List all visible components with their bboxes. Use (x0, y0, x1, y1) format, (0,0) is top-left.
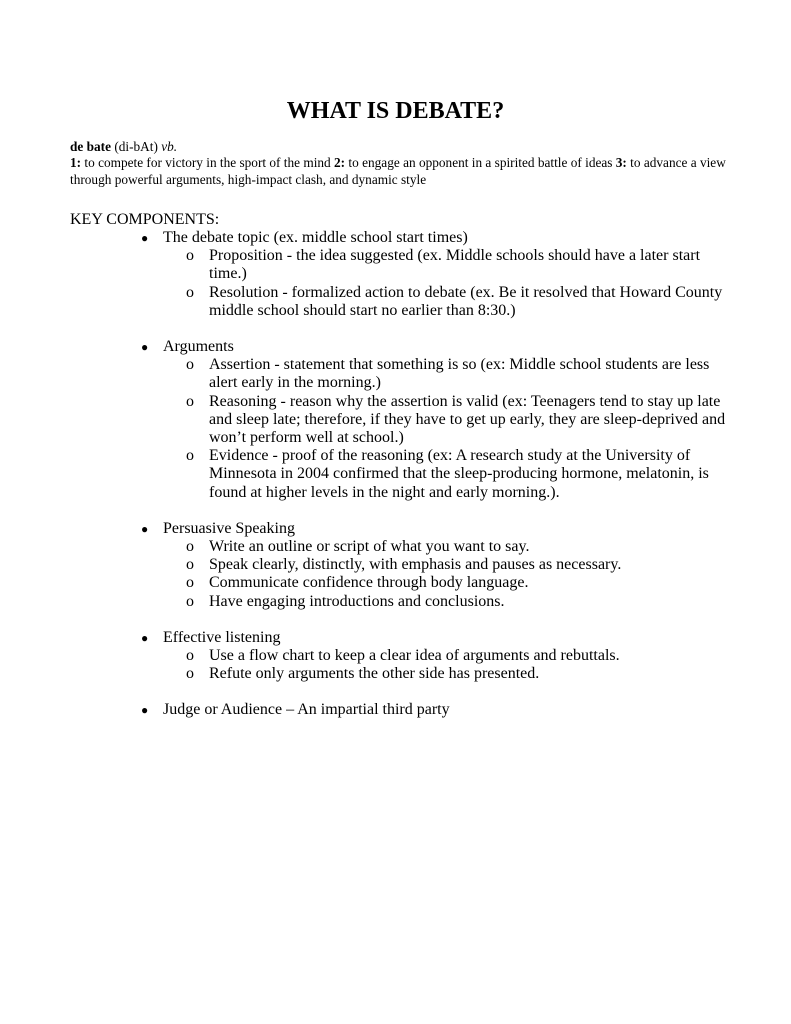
sub-list (163, 647, 730, 683)
component-item (70, 229, 730, 320)
sub-item-text: Evidence - proof of the reasoning (ex: A research study at the University of Minnesota in 2004 confirmed that the sleep-producing hormone, melatonin, is found at higher levels in the night and early morning.). (209, 447, 709, 501)
circle-bullet-icon: o (186, 247, 194, 265)
definition-block (70, 139, 730, 188)
pronunciation: (di-bAt) (111, 139, 162, 154)
circle-bullet-icon: o (186, 392, 194, 410)
circle-bullet-icon: o (186, 538, 194, 556)
sub-item-text: Communicate confidence through body language. (209, 574, 529, 592)
sub-list (163, 538, 730, 611)
sub-item (163, 356, 739, 392)
sub-item (163, 247, 739, 283)
sub-item (163, 393, 739, 448)
circle-bullet-icon: o (186, 647, 194, 665)
sense-text: to advance a view through powerful arguments, high-impact clash, and dynamic style (70, 155, 726, 187)
sub-item-text: Refute only arguments the other side has presented. (209, 665, 540, 683)
circle-bullet-icon: o (186, 356, 194, 374)
sense-number: 3: (615, 155, 627, 171)
bullet-icon: ● (141, 703, 149, 718)
sub-item (163, 665, 739, 683)
component-item (70, 629, 730, 684)
circle-bullet-icon: o (186, 283, 194, 301)
sub-item-text: Use a flow chart to keep a clear idea of arguments and rebuttals. (209, 647, 620, 665)
sense-number: 1: (70, 155, 82, 171)
definition-senses (70, 155, 730, 188)
sub-item (163, 284, 739, 320)
component-item (70, 520, 730, 611)
component-label: Effective listening (163, 628, 281, 646)
sub-item (163, 447, 739, 502)
component-item (70, 338, 730, 502)
component-label: Judge or Audience – An impartial third party (163, 701, 450, 719)
sub-item-text: Reasoning - reason why the assertion is valid (ex: Teenagers tend to stay up late and sleep late; therefore, if they have to get up early, they are sleep-deprived and won’t perform well at school.) (209, 392, 726, 447)
sub-item-text: Have engaging introductions and conclusions. (209, 592, 505, 610)
circle-bullet-icon: o (186, 447, 194, 465)
page-title: WHAT IS DEBATE? (286, 98, 505, 124)
definition-headword-line (70, 139, 730, 155)
sub-item (163, 538, 739, 556)
sub-item (163, 556, 739, 574)
sub-item-text: Write an outline or script of what you want to say. (209, 538, 530, 556)
sub-item-text: Speak clearly, distinctly, with emphasis and pauses as necessary. (209, 556, 622, 574)
component-label: Persuasive Speaking (163, 519, 295, 537)
circle-bullet-icon: o (186, 592, 194, 610)
sub-item (163, 574, 739, 592)
sub-item-text: Resolution - formalized action to debate (ex. Be it resolved that Howard County middle school should start no earlier than 8:30.) (209, 283, 723, 319)
sense-text: to engage an opponent in a spirited battle of ideas (345, 155, 616, 171)
circle-bullet-icon: o (186, 574, 194, 592)
bullet-icon: ● (141, 231, 149, 245)
bullet-icon: ● (141, 340, 149, 355)
headword: de bate (70, 139, 111, 154)
sense-text: to compete for victory in the sport of the mind (81, 155, 335, 171)
circle-bullet-icon: o (186, 665, 194, 683)
sense-number: 2: (334, 155, 346, 171)
bullet-icon: ● (141, 521, 149, 536)
sub-item (163, 593, 739, 611)
sub-list (163, 356, 730, 502)
part-of-speech: vb. (161, 139, 178, 154)
bullet-icon: ● (141, 630, 149, 645)
sub-list (163, 247, 730, 320)
sub-item-text: Proposition - the idea suggested (ex. Middle schools should have a later start time.) (209, 247, 701, 283)
sub-item-text: Assertion - statement that something is so (ex: Middle school students are less alert early in the morning.) (209, 356, 710, 392)
key-components-list (70, 229, 730, 720)
section-heading: KEY COMPONENTS: (70, 211, 220, 228)
component-label: The debate topic (ex. middle school start times) (163, 229, 468, 246)
sub-item (163, 647, 739, 665)
circle-bullet-icon: o (186, 556, 194, 574)
component-label: Arguments (163, 338, 234, 356)
component-item (70, 701, 730, 719)
